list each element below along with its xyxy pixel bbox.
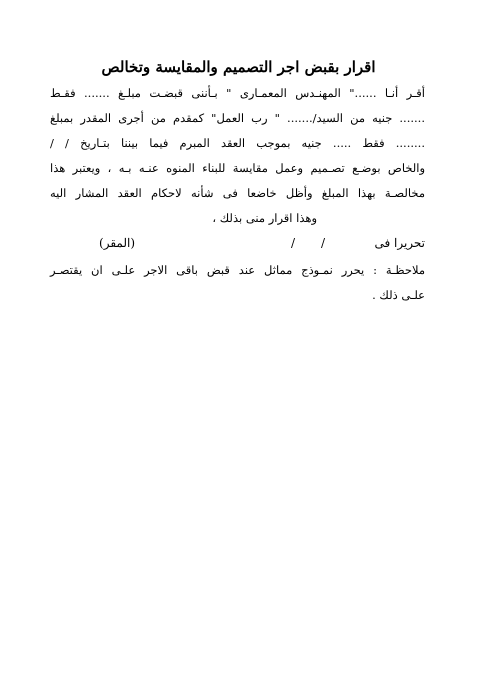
signature-line [50, 236, 425, 254]
note-line-2: علـى ذلك . [372, 288, 425, 302]
body-line-1: أقـر أنـا ......" المهنـدس المعمـارى " بـأننى قبضـت مبلـغ ....... فقـط [50, 86, 425, 100]
body-line-2: ....... جنيه من السيد/....... " رب العمل" كمقدم من أجرى المقدر بمبلغ [50, 111, 425, 125]
body-line-3: ........ فقط ..... جنيه بموجب العقد المبرم فيما بيننا بتـاريخ / / [50, 136, 425, 150]
body-line-4: والخاص بوضـع تصـميم وعمل مقايسة للبناء المنوه عنـه بـه ، ويعتبر هذا [50, 161, 425, 175]
date-slash-1: / [320, 236, 325, 250]
written-at-label: تحريرا فى [374, 236, 425, 250]
date-slash-2: / [290, 236, 295, 250]
note-line-1: ملاحظـة : يحرر نمـوذج مماثل عند قبض باقى الاجر علـى ان يقتصـر [50, 263, 425, 277]
document-title: اقرار بقبض اجر التصميم والمقايسة وتخالص [101, 58, 376, 76]
place-label: (المقر) [99, 236, 135, 250]
body-line-5: مخالصـة بهذا المبلغ وأظل خاضعا فى شأنه لاحكام العقد المشار اليه [50, 186, 425, 200]
closing-statement: وهذا اقرار منى بذلك ، [212, 211, 317, 225]
